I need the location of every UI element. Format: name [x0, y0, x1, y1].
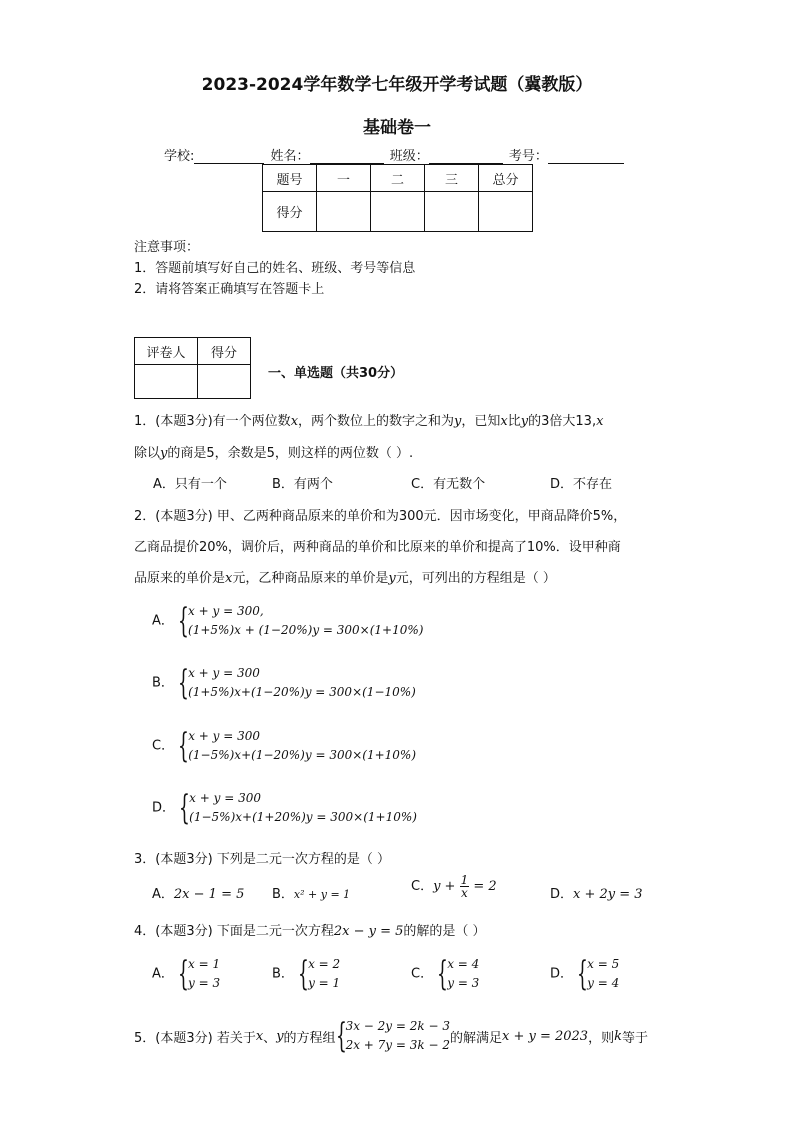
class-label: 班级： — [389, 149, 429, 164]
q5-eq1: 3x − 2y = 2k − 3 — [345, 1019, 450, 1033]
q2-option-label: B． — [152, 675, 174, 691]
q4-d-eq1: x = 5 — [587, 957, 620, 971]
q2-a-eq1: x + y = 300, — [188, 604, 264, 618]
q1-text: 的3倍大13, — [528, 414, 597, 429]
q1-text: 比 — [507, 414, 521, 429]
grader-score-header: 得分 — [198, 338, 251, 365]
q4-option-b[interactable] — [272, 955, 340, 993]
q2-option-label: A． — [152, 613, 174, 629]
q3-option-b[interactable] — [272, 883, 350, 902]
score-cell[interactable] — [479, 192, 533, 232]
q4-option-label: A． — [152, 966, 174, 982]
equation-system: { x + y = 300 (1−5%)x+(1−20%)y = 300×(1+10%) — [178, 726, 417, 766]
score-cell[interactable] — [317, 192, 371, 232]
score-cell[interactable] — [371, 192, 425, 232]
q2-option-b[interactable] — [152, 664, 416, 702]
q5-condition: x + y = 2023 — [502, 1028, 589, 1044]
q4-option-d[interactable] — [550, 955, 619, 993]
score-table — [262, 164, 533, 232]
score-header-2: 二 — [371, 165, 425, 192]
q4-c-eq2: y = 3 — [447, 976, 480, 990]
q3-option-label: A． — [152, 887, 174, 902]
q2-a-eq2: (1+5%)x + (1−20%)y = 300×(1+10%) — [188, 623, 424, 637]
fraction-numerator: 1 — [460, 873, 469, 887]
equation-system: { x = 2 y = 1 — [298, 954, 341, 994]
score-row-label: 得分 — [263, 192, 317, 232]
q3-option-label: B． — [272, 887, 294, 902]
q2-c-eq1: x + y = 300 — [188, 729, 261, 743]
equation-system: { x + y = 300, (1+5%)x + (1−20%)y = 300×(1+10%) — [178, 601, 424, 641]
q5-var-x: x — [255, 1028, 264, 1044]
q4-equation: 2x − y = 5 — [333, 924, 404, 939]
notes-title: 注意事项： — [134, 240, 200, 255]
question-3-stem: 3．(本题3分) 下列是二元一次方程的是（ ） — [134, 852, 390, 867]
q3-option-label: C． — [411, 879, 434, 894]
fraction — [460, 874, 470, 899]
q5-text: 的方程组 — [283, 1030, 336, 1046]
equation-system: { x = 5 y = 4 — [577, 954, 620, 994]
exam-title: 2023-2024学年数学七年级开学考试题（冀教版） — [201, 75, 593, 95]
question-2-line-2: 乙商品提价20%，调价后，两种商品的单价和比原来的单价和提高了10%．设甲种商 — [134, 540, 621, 555]
q3-c-expr: y + — [433, 879, 456, 894]
q4-b-eq2: y = 1 — [308, 976, 341, 990]
q3-d-expr: x + 2y = 3 — [573, 887, 643, 902]
q4-c-eq1: x = 4 — [447, 957, 480, 971]
q5-eq2: 2x + 7y = 3k − 2 — [345, 1038, 450, 1052]
question-1-line-2 — [134, 442, 413, 461]
question-1-line-1 — [134, 410, 603, 429]
q4-option-a[interactable] — [152, 955, 220, 993]
score-header-1: 一 — [317, 165, 371, 192]
equation-system: { 3x − 2y = 2k − 3 2x + 7y = 3k − 2 — [335, 1016, 450, 1056]
q5-var-k: k — [614, 1028, 622, 1044]
q5-text: 、 — [263, 1030, 277, 1046]
q3-option-a[interactable] — [152, 883, 244, 902]
school-label: 学校: — [164, 149, 195, 164]
q5-text: ，则 — [588, 1030, 615, 1046]
q1-text: 1．(本题3分)有一个两位数 — [134, 414, 291, 429]
q2-b-eq1: x + y = 300 — [188, 666, 260, 680]
q5-var-y: y — [276, 1028, 284, 1044]
q2-text: 元，乙种商品原来的单价是 — [232, 571, 389, 586]
q2-option-d[interactable] — [152, 789, 417, 827]
score-cell[interactable] — [425, 192, 479, 232]
q1-var-y: y — [454, 414, 462, 429]
exam-number-label: 考号： — [508, 149, 548, 164]
score-header-3: 三 — [425, 165, 479, 192]
notes-item-1: 1．答题前填写好自己的姓名、班级、考号等信息 — [134, 261, 416, 276]
q2-var-x: x — [225, 571, 233, 586]
q5-text: 的解满足 — [449, 1030, 502, 1046]
q1-var-x: x — [500, 414, 508, 429]
q2-d-eq2: (1−5%)x+(1+20%)y = 300×(1+10%) — [189, 810, 417, 824]
q4-text: 的解的是（ ） — [403, 924, 486, 939]
q1-option-a[interactable]: A．只有一个 — [153, 477, 227, 492]
q4-a-eq2: y = 3 — [188, 976, 221, 990]
question-2-line-3 — [134, 567, 556, 586]
q2-option-label: C． — [152, 738, 175, 754]
q4-text: 4．(本题3分) 下面是二元一次方程 — [134, 924, 334, 939]
q1-option-b[interactable]: B．有两个 — [272, 477, 333, 492]
q2-d-eq1: x + y = 300 — [189, 791, 261, 805]
q3-option-d[interactable] — [550, 883, 643, 902]
student-info-fields — [164, 145, 626, 164]
grader-cell[interactable] — [135, 365, 198, 399]
q1-text: ，已知 — [461, 414, 501, 429]
q2-option-label: D． — [152, 800, 176, 816]
q1-var-y: y — [160, 446, 168, 461]
exam-subtitle: 基础卷一 — [363, 118, 431, 138]
q4-d-eq2: y = 4 — [587, 976, 620, 990]
q3-option-label: D． — [550, 887, 574, 902]
grader-table — [134, 337, 251, 399]
q4-option-label: D． — [550, 966, 574, 982]
q4-option-label: C． — [411, 966, 434, 982]
name-label: 姓名： — [270, 149, 310, 164]
q5-text: 5．(本题3分) 若关于 — [134, 1030, 256, 1046]
q4-option-c[interactable] — [411, 955, 479, 993]
q2-option-c[interactable] — [152, 727, 416, 765]
question-2-line-1: 2．(本题3分) 甲、乙两种商品原来的单价和为300元．因市场变化，甲商品降价5%， — [134, 509, 627, 524]
q1-text: ，两个数位上的数字之和为 — [298, 414, 455, 429]
equation-system: { x = 1 y = 3 — [178, 954, 221, 994]
q4-b-eq1: x = 2 — [308, 957, 341, 971]
question-5-stem — [134, 1017, 648, 1055]
notes-item-2: 2．请将答案正确填写在答题卡上 — [134, 282, 325, 297]
q1-var-x: x — [596, 414, 604, 429]
score-header-total: 总分 — [479, 165, 533, 192]
q1-text: 的商是5，余数是5，则这样的两位数（ ）. — [167, 446, 414, 461]
equation-system: { x + y = 300 (1+5%)x+(1−20%)y = 300×(1−10%) — [178, 663, 416, 703]
fraction-denominator: x — [461, 886, 468, 900]
class-blank[interactable] — [429, 151, 503, 164]
q1-var-x: x — [290, 414, 299, 429]
q3-c-expr: = 2 — [473, 879, 497, 894]
q5-text: 等于 — [621, 1030, 648, 1046]
q1-option-c[interactable]: C．有无数个 — [411, 477, 486, 492]
q3-b-expr: x² + y = 1 — [293, 888, 351, 901]
q2-text: 元，可列出的方程组是（ ） — [395, 571, 556, 586]
score-header-qno: 题号 — [263, 165, 317, 192]
q1-var-y: y — [520, 414, 529, 429]
q1-text: 除以 — [134, 446, 161, 461]
q4-a-eq1: x = 1 — [188, 957, 221, 971]
q3-option-c[interactable] — [411, 874, 497, 899]
grader-header: 评卷人 — [135, 338, 198, 365]
equation-system: { x = 4 y = 3 — [437, 954, 480, 994]
q2-text: 品原来的单价是 — [134, 571, 226, 586]
q2-option-a[interactable] — [152, 602, 423, 640]
q2-c-eq2: (1−5%)x+(1−20%)y = 300×(1+10%) — [188, 748, 417, 762]
q2-b-eq2: (1+5%)x+(1−20%)y = 300×(1−10%) — [188, 685, 416, 699]
q1-option-d[interactable]: D．不存在 — [550, 477, 613, 492]
grader-cell[interactable] — [198, 365, 251, 399]
q4-option-label: B． — [272, 966, 294, 982]
name-blank[interactable] — [310, 151, 384, 164]
equation-system: { x + y = 300 (1−5%)x+(1+20%)y = 300×(1+10%) — [179, 788, 417, 828]
q2-var-y: y — [388, 571, 396, 586]
school-blank[interactable] — [194, 151, 264, 164]
exam-number-blank[interactable] — [548, 151, 624, 164]
q3-a-expr: 2x − 1 = 5 — [173, 887, 245, 902]
question-4-stem — [134, 920, 486, 939]
section-title: 一、单选题（共30分） — [268, 366, 404, 381]
